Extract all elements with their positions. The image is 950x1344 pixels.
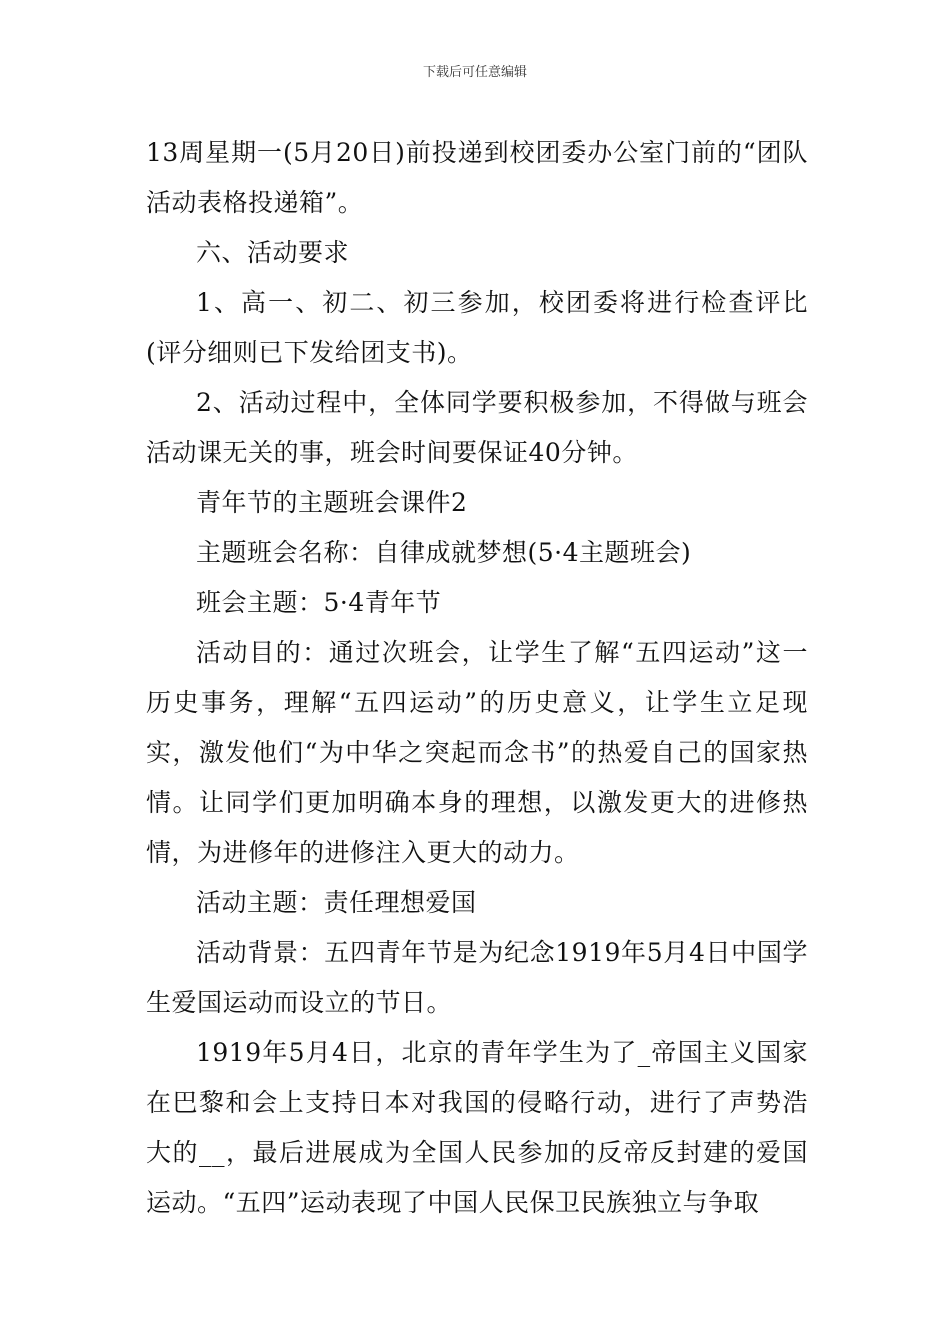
section-heading-requirements: 六、活动要求 — [196, 238, 350, 267]
paragraph-courseware-title: 青年节的主题班会课件2 — [196, 488, 468, 517]
paragraph-submission: 13周星期一(5月20日)前投递到校团委办公室门前的“团队活动表格投递箱”。 — [146, 138, 808, 217]
paragraph-history: 1919年5月4日，北京的青年学生为了_帝国主义国家在巴黎和会上支持日本对我国的侵略行动，进行了声势浩大的__，最后进展成为全国人民参加的反帝反封建的爱国运动。“五四”运动表现了中国人民保卫民族独立与争取 — [146, 1038, 808, 1217]
paragraph-class-meeting-name: 主题班会名称：自律成就梦想(5·4主题班会) — [196, 538, 692, 567]
paragraph-requirement-1: 1、高一、初二、初三参加，校团委将进行检查评比(评分细则已下发给团支书)。 — [146, 288, 808, 367]
paragraph-activity-theme: 活动主题：责任理想爱国 — [196, 888, 477, 917]
paragraph-activity-purpose: 活动目的：通过次班会，让学生了解“五四运动”这一历史事务，理解“五四运动”的历史意义，让学生立足现实，激发他们“为中华之突起而念书”的热爱自己的国家热情。让同学们更加明确本身的理想，以激发更大的进修热情，为进修年的进修注入更大的动力。 — [146, 638, 808, 867]
paragraph-class-meeting-theme: 班会主题：5·4青年节 — [196, 588, 442, 617]
paragraph-requirement-2: 2、活动过程中，全体同学要积极参加，不得做与班会活动课无关的事，班会时间要保证40分钟。 — [146, 388, 808, 467]
document-body — [146, 128, 808, 1228]
page-header-note: 下载后可任意编辑 — [422, 65, 527, 80]
paragraph-activity-background: 活动背景：五四青年节是为纪念1919年5月4日中国学生爱国运动而设立的节日。 — [146, 938, 808, 1017]
